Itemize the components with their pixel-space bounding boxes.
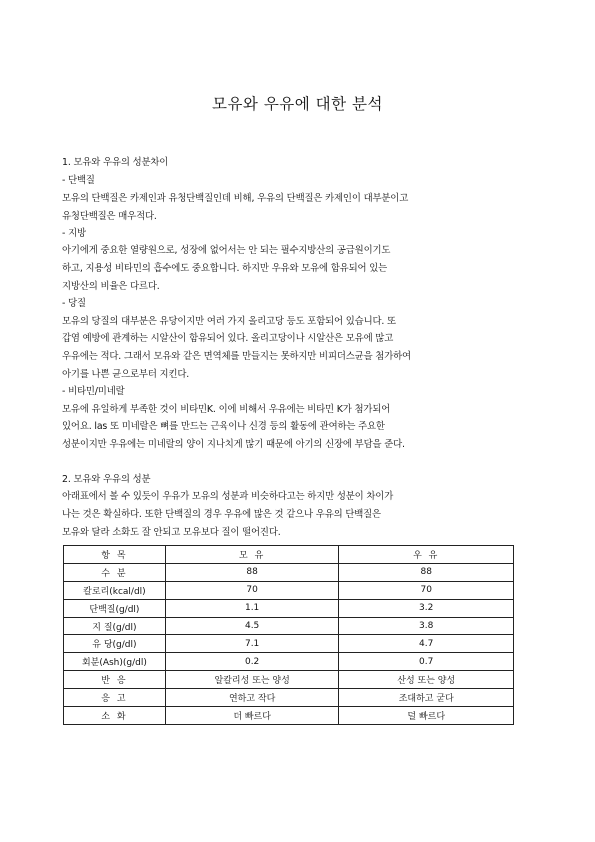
table-cell: 0.2 (165, 653, 339, 671)
table-cell: 산성 또는 양성 (339, 671, 514, 689)
protein-line-1: 모유의 단백질은 카제인과 유청단백질인데 비해, 우유의 단백질은 카제인이 대부분이고 (62, 193, 409, 204)
vitamin-line-3: 성분이지만 우유에는 미네랄의 양이 지나치게 많기 때문에 아기의 신장에 부담을 준다. (62, 439, 405, 450)
table-header-cell: 우 유 (339, 546, 514, 564)
vitamin-line-1: 모유에 유일하게 부족한 것이 비타민K. 이에 비해서 우유에는 비타민 K가 첨가되어 (62, 404, 391, 415)
table-cell: 알칼리성 또는 양성 (165, 671, 339, 689)
table-cell: 88 (165, 563, 339, 581)
table-cell: 7.1 (165, 635, 339, 653)
table-cell: 연하고 작다 (165, 689, 339, 707)
table-cell: 3.2 (339, 599, 514, 617)
sugar-line-3: 우유에는 적다. 그래서 모유와 같은 면역체를 만들지는 못하지만 비피더스균을 첨가하여 (62, 351, 411, 362)
table-cell: 4.7 (339, 635, 514, 653)
table-row (64, 563, 514, 581)
table-row-label: 지 질(g/dl) (64, 617, 166, 635)
table-cell: 4.5 (165, 617, 339, 635)
table-row-label: 단백질(g/dl) (64, 599, 166, 617)
section2-line-1: 아래표에서 볼 수 있듯이 우유가 모유의 성분과 비슷하다고는 하지만 성분이 차이가 (62, 491, 394, 502)
section2-heading: 2. 모유와 우유의 성분 (62, 474, 151, 485)
fat-heading: - 지방 (62, 228, 86, 239)
table-cell: 70 (165, 581, 339, 599)
section1-heading: 1. 모유와 우유의 성분차이 (62, 157, 169, 168)
table-cell: 3.8 (339, 617, 514, 635)
table-row (64, 671, 514, 689)
table-row-label: 응 고 (64, 689, 166, 707)
table-row (64, 617, 514, 635)
table-row (64, 689, 514, 707)
table-row (64, 653, 514, 671)
fat-line-2: 하고, 지용성 비타민의 흡수에도 중요합니다. 하지만 우유와 모유에 함유되어 있는 (62, 263, 388, 274)
vitamin-heading: - 비타민/미네랄 (62, 386, 125, 397)
section2-line-2: 나는 것은 확실하다. 또한 단백질의 경우 우유에 많은 것 같으나 우유의 단백질은 (62, 509, 381, 520)
table-row-label: 수 분 (64, 563, 166, 581)
table-cell: 1.1 (165, 599, 339, 617)
table-row (64, 635, 514, 653)
table-cell: 더 빠르다 (165, 707, 339, 725)
table-row (64, 707, 514, 725)
table-header-row (64, 546, 514, 564)
sugar-line-4: 아기를 나쁜 균으로부터 지킨다. (62, 369, 190, 380)
table-row-label: 칼로리(kcal/dl) (64, 581, 166, 599)
table-row (64, 581, 514, 599)
vitamin-line-2: 있어요. las 또 미네랄은 뼈를 만드는 근육이나 신경 등의 활동에 관여하는 주요한 (62, 421, 385, 432)
table-header-cell: 모 유 (165, 546, 339, 564)
table-header-cell: 항 목 (64, 546, 166, 564)
sugar-line-2: 갑염 예방에 관계하는 시알산이 함유되어 있다. 올리고당이나 시알산은 모유에 많고 (62, 333, 394, 344)
protein-line-2: 유청단백질은 매우적다. (62, 211, 157, 222)
table-row-label: 회분(Ash)(g/dl) (64, 653, 166, 671)
table-row-label: 소 화 (64, 707, 166, 725)
table-row-label: 반 응 (64, 671, 166, 689)
comparison-table (63, 545, 514, 725)
table-cell: 88 (339, 563, 514, 581)
document-title: 모유와 우유에 대한 분석 (211, 95, 383, 113)
table-cell: 70 (339, 581, 514, 599)
protein-heading: - 단백질 (62, 175, 95, 186)
table-cell: 0.7 (339, 653, 514, 671)
fat-line-3: 지방산의 비율은 다르다. (62, 281, 160, 292)
table-cell: 덜 빠르다 (339, 707, 514, 725)
fat-line-1: 아기에게 중요한 열량원으로, 성장에 없어서는 안 되는 필수지방산의 공급원이기도 (62, 245, 391, 256)
table-row (64, 599, 514, 617)
section2-line-3: 모유와 달라 소화도 잘 안되고 모유보다 질이 떨어진다. (62, 527, 281, 538)
table-row-label: 유 당(g/dl) (64, 635, 166, 653)
sugar-line-1: 모유의 당질의 대부분은 유당이지만 여러 가지 올리고당 등도 포함되어 있습니다. 또 (62, 316, 396, 327)
table-cell: 조대하고 굳다 (339, 689, 514, 707)
sugar-heading: - 당질 (62, 298, 86, 309)
